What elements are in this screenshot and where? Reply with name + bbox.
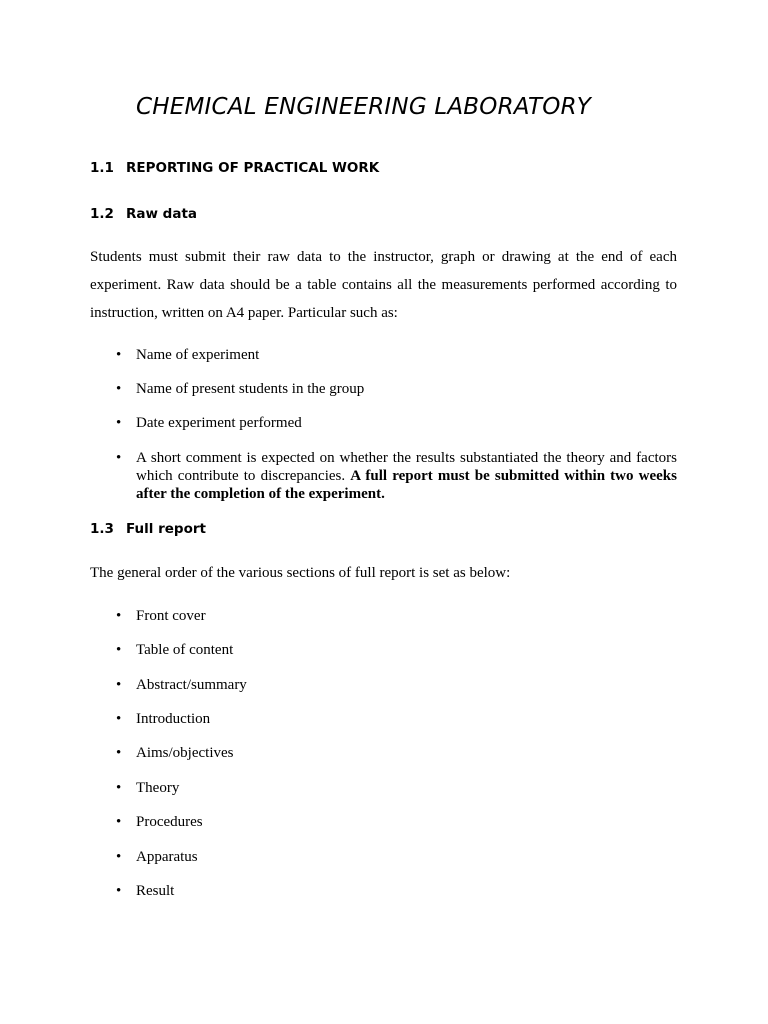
list-item [116, 779, 677, 797]
list-item [116, 676, 677, 694]
list-item [116, 449, 677, 503]
list-item-text: Apparatus [136, 849, 198, 865]
section-heading-1-2 [90, 206, 197, 222]
list-item [116, 380, 677, 398]
list-item-text: Result [136, 883, 175, 899]
bullet-icon: • [116, 849, 122, 865]
list-item [116, 882, 677, 900]
section-heading-1-3 [90, 521, 206, 537]
list-item [116, 710, 677, 728]
list-item-bold-text: A full report must be submitted within two weeks after the completion of the experiment. [136, 468, 677, 502]
bullet-icon: • [116, 347, 122, 363]
bullet-icon: • [116, 883, 122, 899]
list-item-text: Introduction [136, 711, 211, 727]
list-item-text: Theory [136, 780, 180, 796]
bullet-icon: • [116, 780, 122, 796]
page-title: CHEMICAL ENGINEERING LABORATORY [136, 94, 592, 120]
raw-data-paragraph: Students must submit their raw data to the instructor, graph or drawing at the end of each experiment. Raw data should be a table contains all the measurements performed according to instruction, written on A4 paper. Particular such as: [90, 249, 677, 321]
bullet-icon: • [116, 711, 122, 727]
full-report-paragraph: The general order of the various sections of full report is set as below: [90, 565, 511, 581]
list-item [116, 607, 677, 625]
list-item-text: Name of present students in the group [136, 381, 365, 397]
list-item [116, 346, 677, 364]
list-item [116, 848, 677, 866]
bullet-icon: • [116, 608, 122, 624]
list-item-text: Date experiment performed [136, 415, 302, 431]
list-item [116, 744, 677, 762]
section-number: 1.2 [90, 206, 114, 222]
list-item-text: Aims/objectives [136, 745, 234, 761]
list-item-text: Table of content [136, 642, 234, 658]
section-title: Full report [126, 521, 206, 537]
list-item [116, 641, 677, 659]
section-title: Raw data [126, 206, 198, 222]
bullet-icon: • [116, 450, 122, 466]
bullet-icon: • [116, 745, 122, 761]
list-item-text: A short comment is expected on whether the results substantiated the theory and factors which contribute to discrepancies. [136, 450, 677, 484]
section-number: 1.1 [90, 160, 114, 176]
bullet-icon: • [116, 415, 122, 431]
list-item-text: Procedures [136, 814, 203, 830]
section-title: REPORTING OF PRACTICAL WORK [126, 160, 380, 176]
list-item-text: Name of experiment [136, 347, 260, 363]
bullet-icon: • [116, 814, 122, 830]
list-item-text: Front cover [136, 608, 206, 624]
list-item [116, 414, 677, 432]
bullet-icon: • [116, 677, 122, 693]
bullet-icon: • [116, 381, 122, 397]
list-item-text: Abstract/summary [136, 677, 247, 693]
list-item [116, 813, 677, 831]
section-heading-1-1 [90, 160, 379, 176]
section-number: 1.3 [90, 521, 114, 537]
bullet-icon: • [116, 642, 122, 658]
